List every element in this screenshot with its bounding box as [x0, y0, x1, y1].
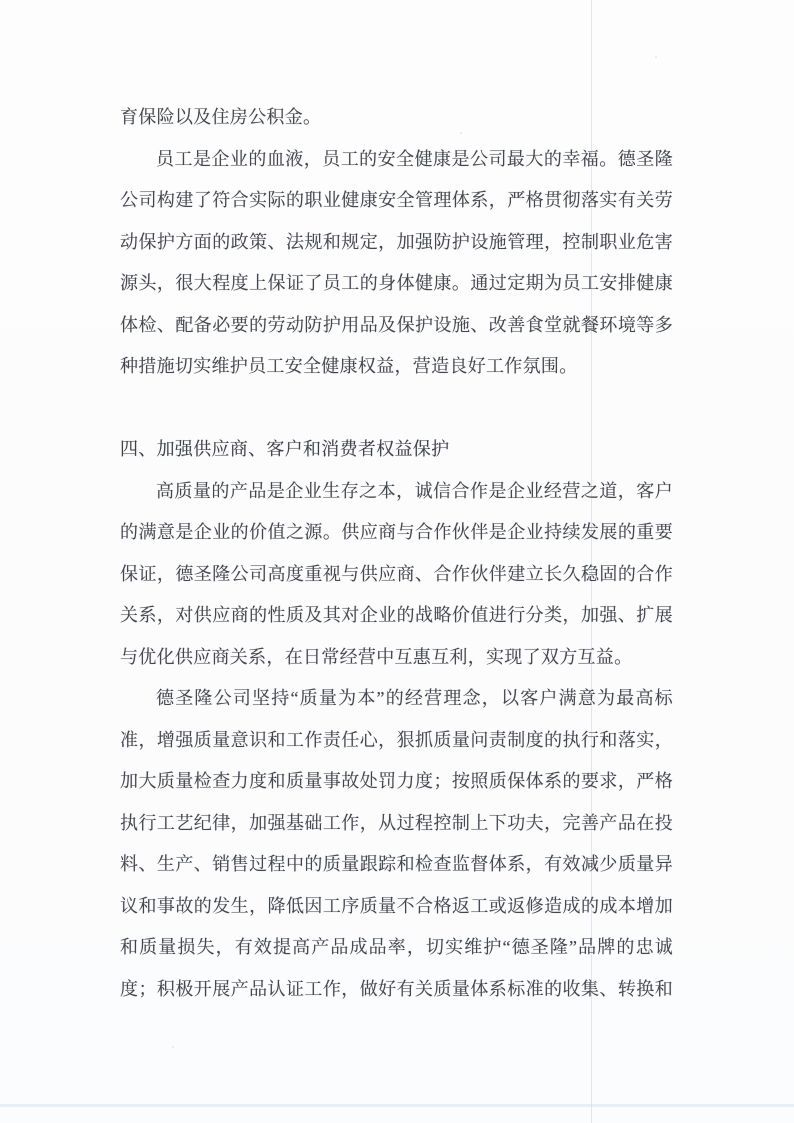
body-line: 关系，对供应商的性质及其对企业的战略价值进行分类，加强、扩展 — [120, 605, 673, 625]
body-line: 种措施切实维护员工安全健康权益，营造良好工作氛围。 — [120, 356, 578, 376]
body-line: 体检、配备必要的劳动防护用品及保护设施、改善食堂就餐环境等多 — [120, 314, 673, 335]
body-line: 准，增强质量意识和工作责任心，狠抓质量问责制度的执行和落实， — [120, 729, 673, 750]
body-line: 度；积极开展产品认证工作，做好有关质量体系标准的收集、转换和 — [120, 978, 673, 999]
body-line: 和质量损失，有效提高产品成品率，切实维护“德圣隆”品牌的忠诚 — [120, 937, 673, 957]
body-line: 加大质量检查力度和质量事故处罚力度；按照质保体系的要求，严格 — [120, 771, 673, 791]
body-line: 保证，德圣隆公司高度重视与供应商、合作伙伴建立长久稳固的合作 — [120, 563, 673, 584]
body-line: 料、生产、销售过程中的质量跟踪和检查监督体系，有效减少质量异 — [120, 854, 673, 874]
scan-speck — [655, 56, 657, 58]
document-text-block — [120, 97, 673, 1010]
scan-speck — [172, 1046, 174, 1048]
body-line: 与优化供应商关系，在日常经营中互惠互利，实现了双方互益。 — [120, 646, 633, 667]
section-heading: 四、加强供应商、客户和消费者权益保护 — [120, 439, 450, 459]
body-line: 公司构建了符合实际的职业健康安全管理体系，严格贯彻落实有关劳 — [120, 190, 673, 210]
body-line: 德圣隆公司坚持“质量为本”的经营理念，以客户满意为最高标 — [156, 688, 673, 708]
body-line: 议和事故的发生，降低因工序质量不合格返工或返修造成的成本增加 — [120, 895, 673, 916]
body-line: 的满意是企业的价值之源。供应商与合作伙伴是企业持续发展的重要 — [120, 522, 673, 542]
body-line: 员工是企业的血液，员工的安全健康是公司最大的幸福。德圣隆 — [156, 148, 673, 169]
body-line: 动保护方面的政策、法规和规定，加强防护设施管理，控制职业危害 — [120, 231, 673, 252]
body-line: 高质量的产品是企业生存之本，诚信合作是企业经营之道，客户 — [156, 480, 673, 501]
scan-artifact-bottom-band — [0, 1104, 794, 1107]
body-line: 源头，很大程度上保证了员工的身体健康。通过定期为员工安排健康 — [120, 273, 673, 293]
blank-line — [120, 388, 673, 430]
body-line: 执行工艺纪律，加强基础工作，从过程控制上下功夫，完善产品在投 — [120, 812, 673, 833]
body-line: 育保险以及住房公积金。 — [120, 107, 322, 127]
